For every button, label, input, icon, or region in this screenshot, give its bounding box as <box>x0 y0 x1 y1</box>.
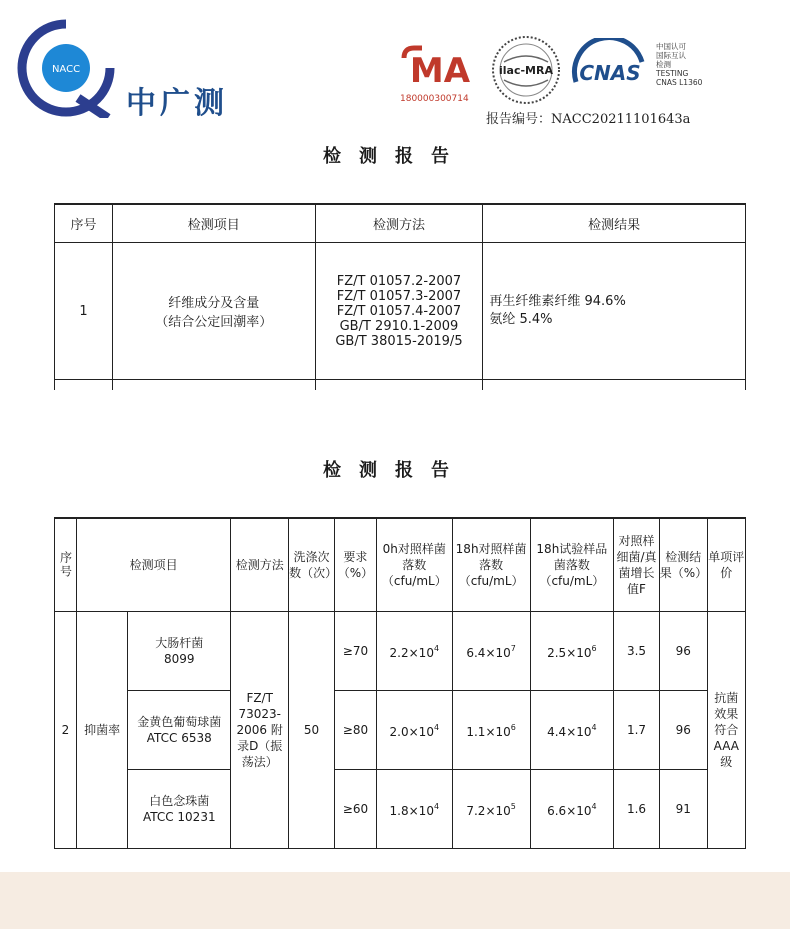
nacc-logo-icon <box>16 18 116 118</box>
requirement-cell: ≥80 <box>334 690 376 769</box>
ilac-text: ilac-MRA <box>499 64 553 77</box>
report-header <box>0 0 790 140</box>
col-header-item: 检测项目 <box>76 518 230 611</box>
col-header-evaluation: 单项评价 <box>707 518 745 611</box>
cma-text: MA <box>409 51 471 91</box>
organism-cell: 金黄色葡萄球菌 ATCC 6538 <box>128 690 231 769</box>
ilac-mra-icon <box>490 34 562 106</box>
evaluation-cell: 抗菌效果符合AAA级 <box>707 611 745 848</box>
growth-cell: 3.5 <box>614 611 660 690</box>
row-index: 2 <box>55 611 77 848</box>
section1-title: 检测报告 <box>323 146 467 167</box>
report-number-label: 报告编号： <box>486 112 552 127</box>
row-methods: FZ/T 01057.2-2007 FZ/T 01057.3-2007 FZ/T 01057.4-2007 GB/T 2910.1-2009 GB/T 38015-2019/5 <box>315 242 483 379</box>
count-18h-control-cell: $7.2\times 10^5$ <box>452 769 530 848</box>
requirement-cell: ≥70 <box>334 611 376 690</box>
count-18h-test-cell: $2.5\times 10^6$ <box>530 611 614 690</box>
table-row <box>55 769 746 848</box>
growth-cell: 1.6 <box>614 769 660 848</box>
col-header-method: 检测方法 <box>231 518 289 611</box>
result-cell: 91 <box>659 769 707 848</box>
count-18h-control-cell: $6.4\times 10^7$ <box>452 611 530 690</box>
table-header-row <box>55 518 746 611</box>
requirement-cell: ≥60 <box>334 769 376 848</box>
fiber-content-table <box>54 203 746 390</box>
col-header-index: 序号 <box>55 518 77 611</box>
count-0h-cell: $2.2\times 10^4$ <box>376 611 452 690</box>
certification-marks <box>398 34 728 106</box>
table-header-row <box>55 204 746 242</box>
result-cell: 96 <box>659 611 707 690</box>
col-header-requirement: 要求（%） <box>334 518 376 611</box>
table-row <box>55 690 746 769</box>
count-18h-test-cell: $4.4\times 10^4$ <box>530 690 614 769</box>
wash-count-cell: 50 <box>289 611 335 848</box>
growth-cell: 1.7 <box>614 690 660 769</box>
col-header-method: 检测方法 <box>315 204 483 242</box>
col-header-growth: 对照样细菌/真菌增长值F <box>614 518 660 611</box>
row-index: 1 <box>55 242 113 379</box>
col-header-18h-test: 18h试验样品菌落数（cfu/mL） <box>530 518 614 611</box>
row-results: 再生纤维素纤维 94.6% 氨纶 5.4% <box>483 242 746 379</box>
table-row <box>55 242 746 379</box>
count-0h-cell: $2.0\times 10^4$ <box>376 690 452 769</box>
table-empty-row <box>55 380 746 390</box>
antibacterial-table <box>54 517 746 849</box>
count-0h-cell: $1.8\times 10^4$ <box>376 769 452 848</box>
section2-title: 检测报告 <box>323 460 467 481</box>
count-18h-control-cell: $1.1\times 10^6$ <box>452 690 530 769</box>
row-category: 抑菌率 <box>76 611 127 848</box>
footer-band <box>0 872 790 929</box>
row-item: 纤维成分及含量 （结合公定回潮率） <box>112 242 315 379</box>
organism-cell: 大肠杆菌 8099 <box>128 611 231 690</box>
brand-name: 中广测 <box>126 86 228 121</box>
col-header-item: 检测项目 <box>112 204 315 242</box>
method-cell: FZ/T 73023-2006 附录D（振荡法） <box>231 611 289 848</box>
cnas-caption: 中国认可 国际互认 检测 TESTING CNAS L1360 <box>656 42 703 87</box>
col-header-0h: 0h对照样菌落数（cfu/mL） <box>376 518 452 611</box>
count-18h-test-cell: $6.6\times 10^4$ <box>530 769 614 848</box>
report-number <box>486 108 690 127</box>
result-cell: 96 <box>659 690 707 769</box>
col-header-result: 检测结果 <box>483 204 746 242</box>
col-header-index: 序号 <box>55 204 113 242</box>
col-header-result: 检测结果（%） <box>659 518 707 611</box>
cnas-text: CNAS <box>579 61 641 85</box>
table-row <box>55 611 746 690</box>
report-number-value: NACC20211101643a <box>551 112 691 127</box>
cma-number: 180000300714 <box>400 94 469 104</box>
cnas-mark-icon <box>566 38 652 98</box>
col-header-18h-control: 18h对照样菌落数（cfu/mL） <box>452 518 530 611</box>
organism-cell: 白色念珠菌 ATCC 10231 <box>128 769 231 848</box>
col-header-wash: 洗涤次数（次） <box>289 518 335 611</box>
logo-badge-text: NACC <box>51 64 81 75</box>
